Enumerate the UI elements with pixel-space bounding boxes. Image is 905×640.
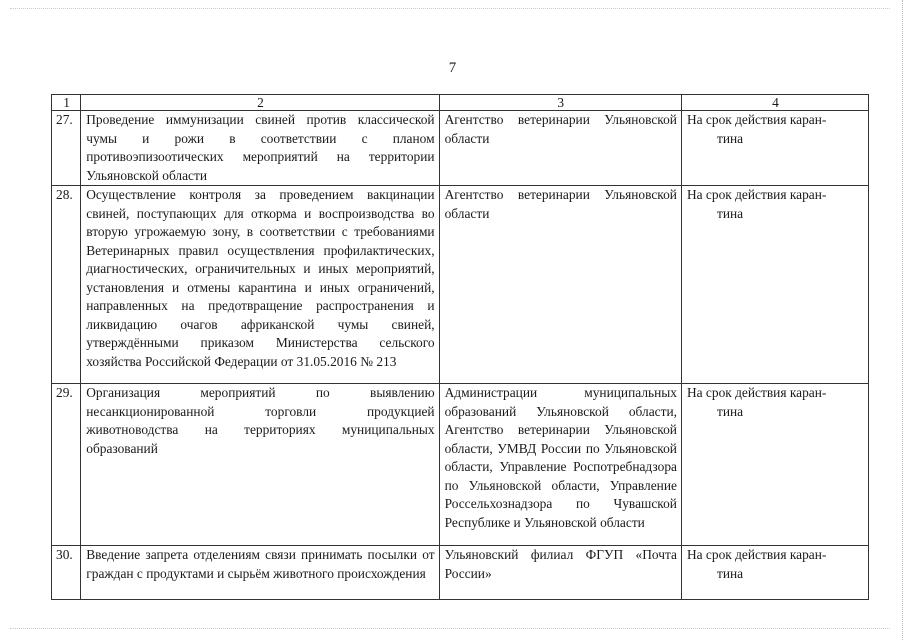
term-line-2: тина (716, 205, 744, 221)
measure-executor: Администрации муниципальных образований Ульяновской области, Агентство ветеринарии Ульяновской области, УМВД России по Ульяновской области, Управление Роспотребнадзора по Ульяновской области, Управление Россельхознадзора по Чувашской Республике и Ульяновской области (439, 384, 681, 546)
measure-term (681, 111, 868, 186)
header-col-2: 2 (81, 95, 439, 111)
table-row (52, 186, 869, 384)
measure-term (681, 384, 868, 546)
row-number: 27. (52, 111, 81, 186)
measure-term (681, 186, 868, 384)
scan-edge-right (902, 0, 903, 640)
term-line-1: На срок действия каран- (686, 112, 827, 127)
table-row (52, 111, 869, 186)
measure-executor: Ульяновский филиал ФГУП «Почта России» (439, 546, 681, 600)
table-row (52, 384, 869, 546)
measure-description: Проведение иммунизации свиней против классической чумы и рожи в соответствии с планом противоэпизоотических мероприятий на территории Ульяновской области (81, 111, 439, 186)
table-row (52, 546, 869, 600)
scan-edge-top (10, 8, 890, 9)
row-number: 30. (52, 546, 81, 600)
header-col-3: 3 (439, 95, 681, 111)
measure-description: Организация мероприятий по выявлению несанкционированной торговли продукцией животноводства на территориях муниципальных образований (81, 384, 439, 546)
measure-term (681, 546, 868, 600)
measure-description: Осуществление контроля за проведением вакцинации свиней, поступающих для откорма и воспроизводства во вторую угрожаемую зону, в соответствии с требованиями Ветеринарных правил осуществления профилактических, диагностических, ограничительных и иных мероприятий, установления и отмены карантина и иных ограничений, направленных на предотвращение распространения и ликвидацию очагов африканской чумы свиней, утверждёнными приказом Министерства сельского хозяйства Российской Федерации от 31.05.2016 № 213 (81, 186, 439, 384)
header-col-4: 4 (681, 95, 868, 111)
row-number: 29. (52, 384, 81, 546)
page-number: 7 (448, 60, 457, 76)
term-line-1: На срок действия каран- (686, 547, 827, 562)
measure-executor: Агентство ветеринарии Ульяновской области (439, 111, 681, 186)
term-line-1: На срок действия каран- (686, 187, 827, 202)
scan-edge-bottom (10, 628, 890, 629)
header-col-1: 1 (52, 95, 81, 111)
term-line-2: тина (716, 565, 744, 581)
term-line-2: тина (716, 403, 744, 419)
measures-table (51, 94, 869, 600)
table-header-row (52, 95, 869, 111)
row-number: 28. (52, 186, 81, 384)
term-line-2: тина (716, 130, 744, 146)
measure-description: Введение запрета отделениям связи принимать посылки от граждан с продуктами и сырьём животного происхождения (81, 546, 439, 600)
term-line-1: На срок действия каран- (686, 385, 827, 400)
measure-executor: Агентство ветеринарии Ульяновской области (439, 186, 681, 384)
